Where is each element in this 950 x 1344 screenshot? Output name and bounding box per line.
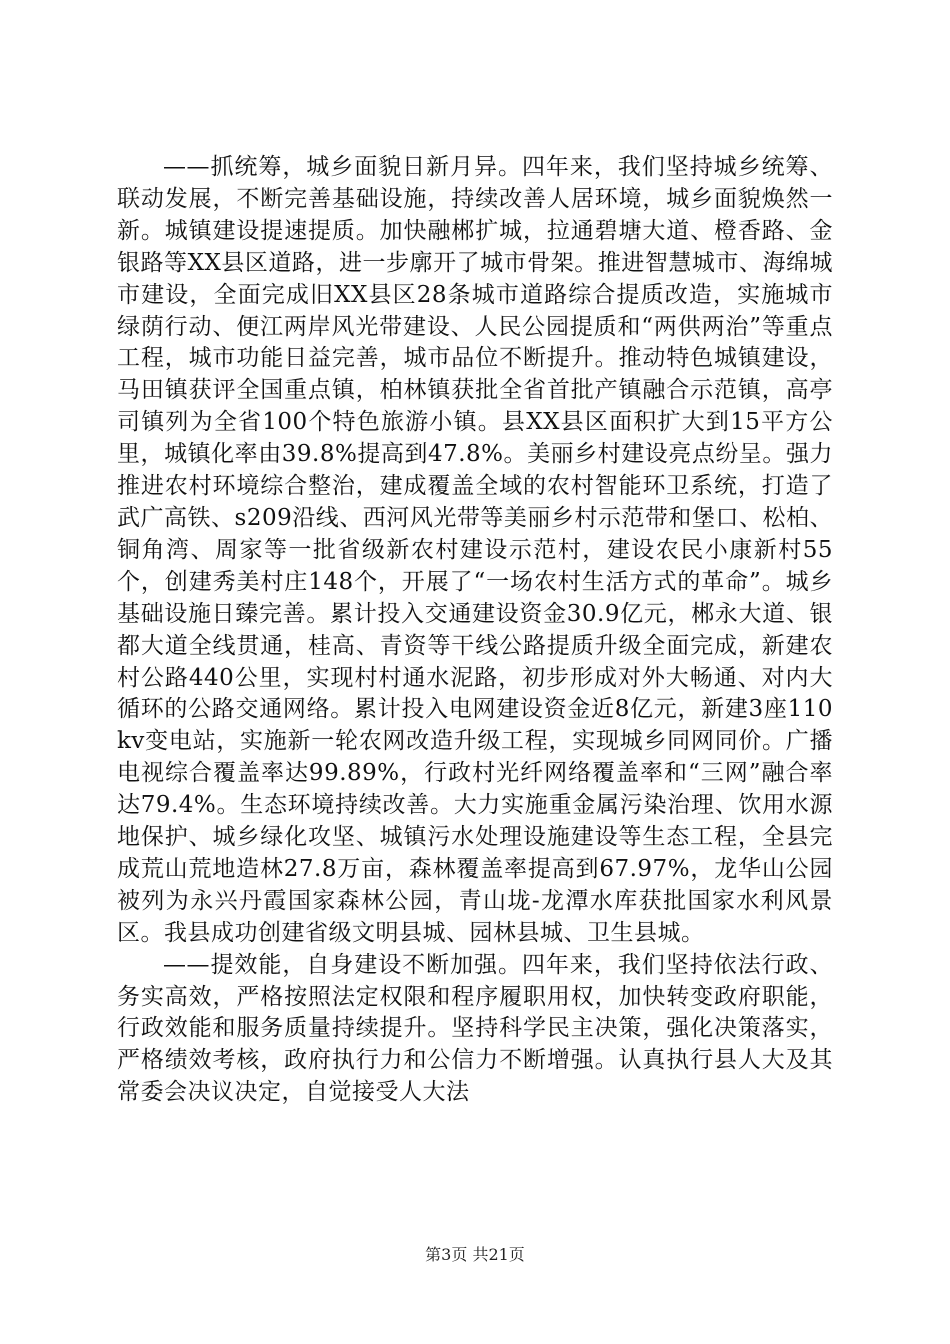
page-number-footer: 第3页 共21页 — [425, 1245, 525, 1264]
paragraph-urban-rural: ——抓统筹，城乡面貌日新月异。四年来，我们坚持城乡统筹、联动发展，不断完善基础设施，持续改善人居环境，城乡面貌焕然一新。城镇建设提速提质。加快融郴扩城，拉通碧塘大道、橙香路、金银路等XX县区道路，进一步廓开了城市骨架。推进智慧城市、海绵城市建设，全面完成旧XX县区28条城市道路综合提质改造，实施城市绿荫行动、便江两岸风光带建设、人民公园提质和“两供两治”等重点工程，城市功能日益完善，城市品位不断提升。推动特色城镇建设，马田镇获评全国重点镇，柏林镇获批全省首批产镇融合示范镇，高亭司镇列为全省100个特色旅游小镇。县XX县区面积扩大到15平方公里，城镇化率由39.8%提高到47.8%。美丽乡村建设亮点纷呈。强力推进农村环境综合整治，建成覆盖全域的农村智能环卫系统，打造了武广高铁、s209沿线、西河风光带等美丽乡村示范带和堡口、松柏、铜角湾、周家等一批省级新农村建设示范村，建设农民小康新村55个，创建秀美村庄148个，开展了“一场农村生活方式的革命”。城乡基础设施日臻完善。累计投入交通建设资金30.9亿元，郴永大道、银都大道全线贯通，桂高、青资等干线公路提质升级全面完成，新建农村公路440公里，实现村村通水泥路，初步形成对外大畅通、对内大循环的公路交通网络。累计投入电网建设资金近8亿元，新建3座110kv变电站，实施新一轮农网改造升级工程，实现城乡同网同价。广播电视综合覆盖率达99.89%，行政村光纤网络覆盖率和“三网”融合率达79.4%。生态环境持续改善。大力实施重金属污染治理、饮用水源地保护、城乡绿化攻坚、城镇污水处理设施建设等生态工程，全县完成荒山荒地造林27.8万亩，森林覆盖率提高到67.97%，龙华山公园被列为永兴丹霞国家森林公园，青山垅-龙潭水库获批国家水利风景区。我县成功创建省级文明县城、园林县城、卫生县城。 — [117, 154, 833, 946]
paragraph-efficiency: ——提效能，自身建设不断加强。四年来，我们坚持依法行政、务实高效，严格按照法定权限和程序履职用权，加快转变政府职能，行政效能和服务质量持续提升。坚持科学民主决策，强化决策落实，严格绩效考核，政府执行力和公信力不断增强。认真执行县人大及其常委会决议决定，自觉接受人大法 — [117, 951, 833, 1106]
document-body — [117, 152, 833, 1109]
